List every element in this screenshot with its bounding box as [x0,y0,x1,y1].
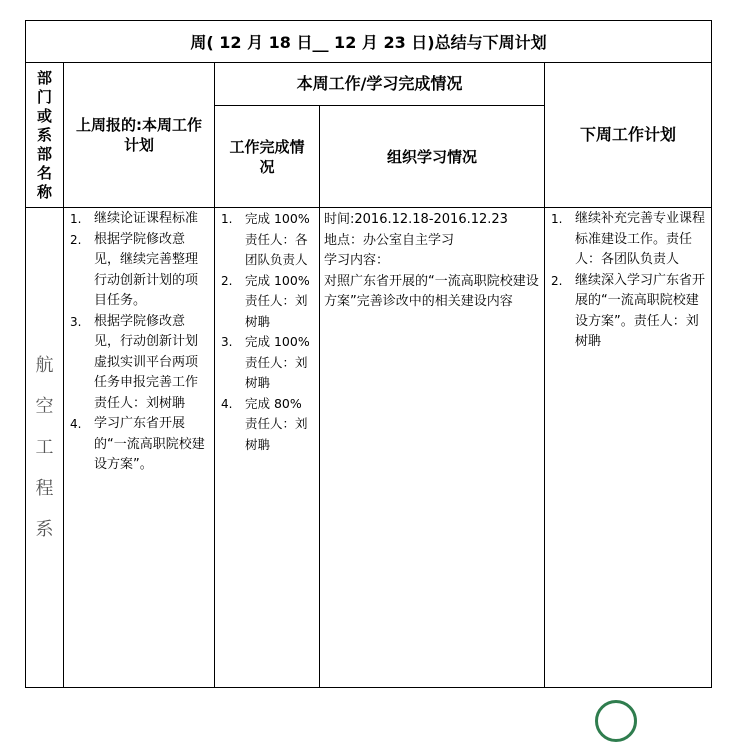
dept-header-char: 部 [36,68,52,87]
department-char: 系 [35,519,54,540]
list-item: 1. 完成 100%责任人：各团队负责人 [221,211,310,267]
next-week-plan-cell [545,208,712,688]
next-plan-list [545,209,707,353]
weekly-summary-table [25,20,712,688]
logo-icon [595,700,637,742]
dept-header-char: 名 [36,163,52,182]
list-item: 2. 完成 100%责任人：刘树聃 [221,272,310,329]
list-item: 3. 完成 100%责任人：刘树聃 [221,334,310,390]
list-item: 4. 完成 80%责任人：刘树聃 [221,395,308,452]
study-org-header: 组织学习情况 [320,106,545,208]
work-completion-cell [215,208,320,688]
list-item: 1. 继续补充完善专业课程标准建设工作。责任人：各团队负责人 [551,211,706,267]
dept-header-char: 称 [36,182,52,201]
department-char: 空 [35,396,54,417]
list-item: 2. 根据学院修改意见，继续完善整理行动创新计划的项目任务。 [70,231,199,308]
department-char: 航 [35,355,54,376]
department-name [26,208,64,688]
dept-header-char: 部 [36,144,52,163]
study-org-cell [320,208,545,688]
study-place: 地点：办公室自主学习 [324,232,455,248]
study-content: 对照广东省开展的“一流高职院校建设方案”完善诊改中的相关建设内容 [324,273,539,309]
next-week-plan-header: 下周工作计划 [545,63,712,208]
last-week-plan-cell [64,208,215,688]
this-week-work-header: 本周工作/学习完成情况 [215,63,545,106]
list-item: 4. 学习广东省开展的“一流高职院校建设方案”。 [70,416,205,472]
plan-list [64,209,210,476]
dept-header-char: 或 [36,106,52,125]
dept-header-char: 门 [36,87,52,106]
report-title: 周( 12 月 18 日__ 12 月 23 日)总结与下周计划 [26,21,712,63]
department-char: 工 [35,437,54,458]
study-time: 时间:2016.12.18-2016.12.23 [324,212,508,227]
dept-header-char: 系 [36,125,52,144]
work-completion-header: 工作完成情况 [215,106,320,208]
list-item: 3. 根据学院修改意见，行动创新计划虚拟实训平台两项任务申报完善工作责任人：刘树聃 [70,313,199,411]
last-week-plan-header: 上周报的:本周工作计划 [64,63,215,208]
list-item: 1. 继续论证课程标准 [70,211,199,226]
dept-header [26,63,64,208]
completion-list [215,209,313,455]
study-content-label: 学习内容： [324,253,390,268]
department-char: 程 [35,478,54,499]
list-item: 2. 继续深入学习广东省开展的“一流高职院校建设方案”。责任人：刘树聃 [551,272,706,349]
